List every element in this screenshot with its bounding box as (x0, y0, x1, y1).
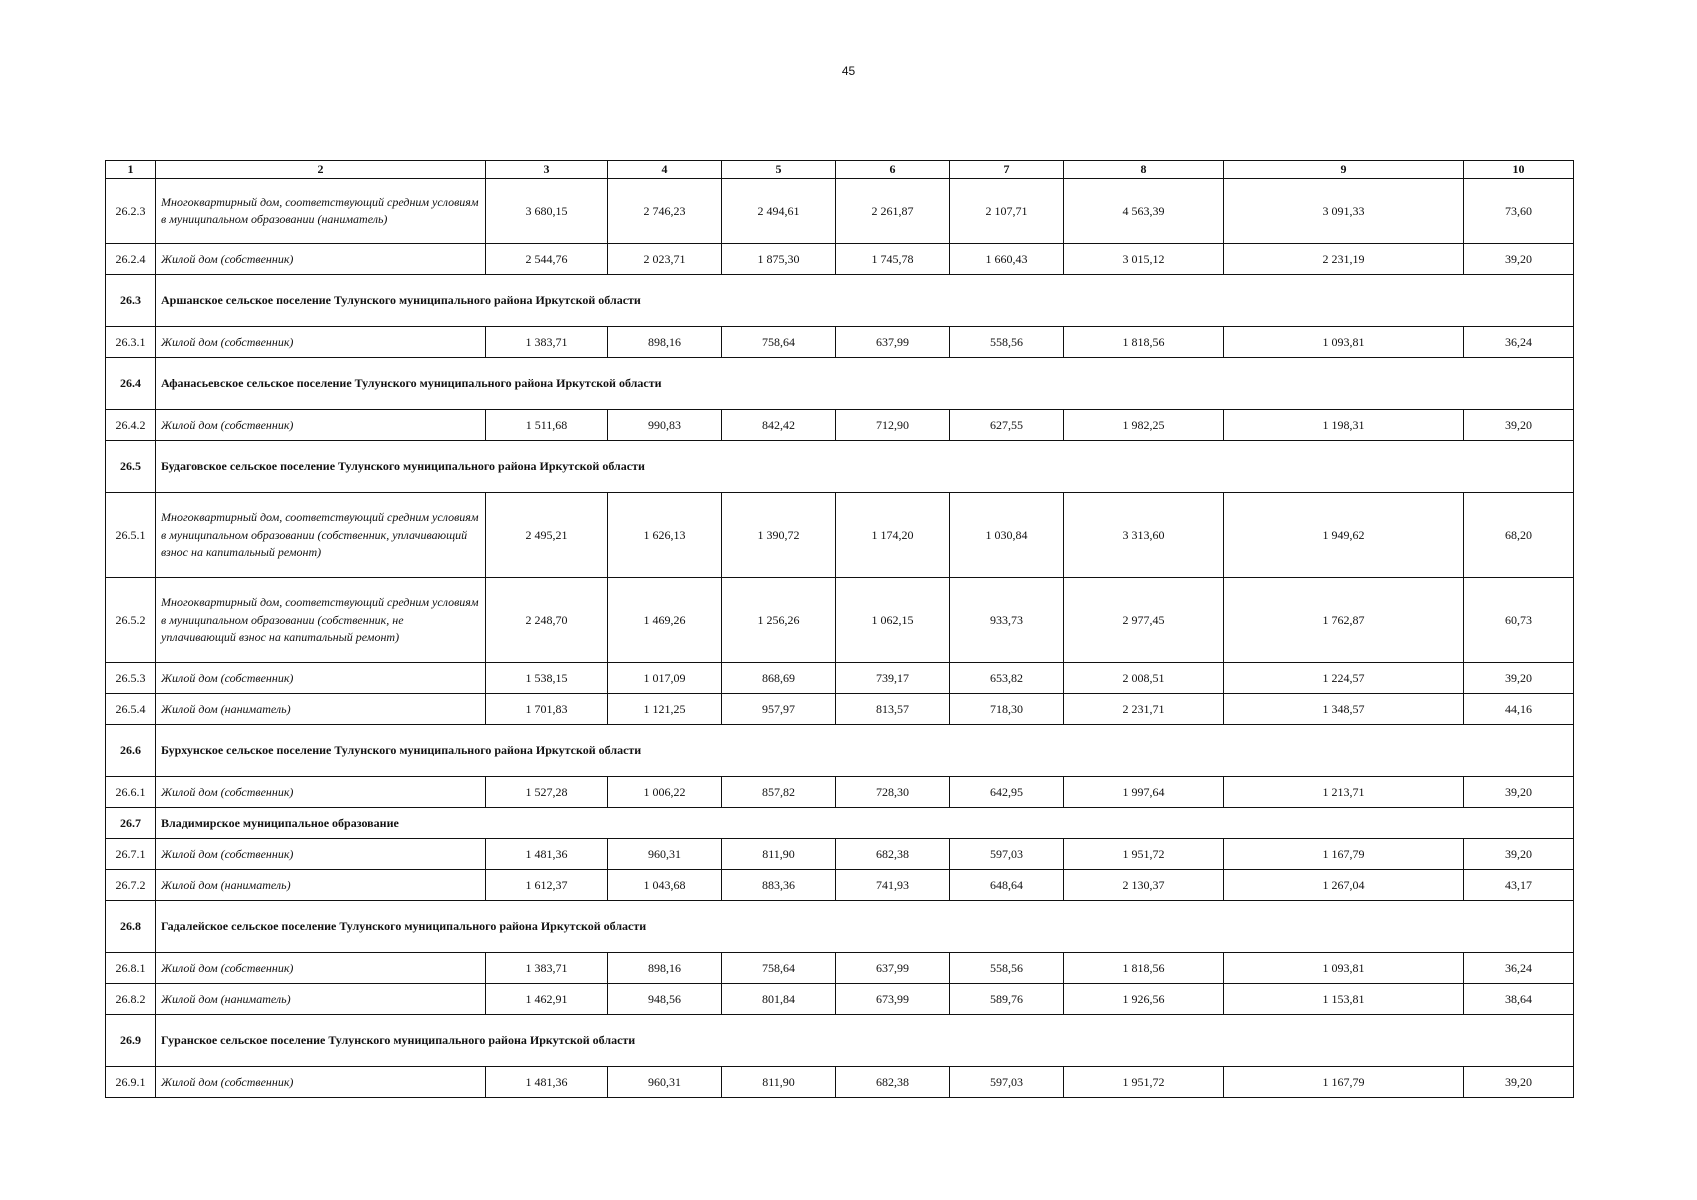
row-value: 1 949,62 (1224, 493, 1464, 578)
row-value: 4 563,39 (1064, 179, 1224, 244)
row-value: 1 174,20 (836, 493, 950, 578)
row-number: 26.6.1 (106, 777, 156, 808)
row-value: 1 951,72 (1064, 1067, 1224, 1098)
section-row (106, 808, 1574, 839)
table-row (106, 663, 1574, 694)
row-value: 2 107,71 (950, 179, 1064, 244)
row-value: 1 167,79 (1224, 839, 1464, 870)
row-value: 758,64 (722, 953, 836, 984)
row-value: 1 926,56 (1064, 984, 1224, 1015)
row-value: 1 745,78 (836, 244, 950, 275)
row-value: 1 481,36 (486, 839, 608, 870)
row-value: 1 390,72 (722, 493, 836, 578)
row-value: 2 023,71 (608, 244, 722, 275)
table-row (106, 984, 1574, 1015)
table-row (106, 327, 1574, 358)
row-value: 1 062,15 (836, 578, 950, 663)
row-value: 960,31 (608, 1067, 722, 1098)
row-value: 857,82 (722, 777, 836, 808)
row-number: 26.7.2 (106, 870, 156, 901)
row-value: 39,20 (1464, 663, 1574, 694)
row-number: 26.8.1 (106, 953, 156, 984)
table-row (106, 578, 1574, 663)
row-value: 1 348,57 (1224, 694, 1464, 725)
row-number: 26.2.3 (106, 179, 156, 244)
row-value: 1 951,72 (1064, 839, 1224, 870)
row-value: 1 267,04 (1224, 870, 1464, 901)
row-number: 26.5.4 (106, 694, 156, 725)
row-value: 39,20 (1464, 1067, 1574, 1098)
row-description: Жилой дом (собственник) (156, 327, 486, 358)
row-value: 3 015,12 (1064, 244, 1224, 275)
row-description: Многоквартирный дом, соответствующий средним условиям в муниципальном образовании (собственник, не уплачивающий взнос на капитальный ремонт) (156, 578, 486, 663)
row-value: 739,17 (836, 663, 950, 694)
row-value: 558,56 (950, 953, 1064, 984)
row-value: 673,99 (836, 984, 950, 1015)
row-value: 1 030,84 (950, 493, 1064, 578)
row-value: 1 256,26 (722, 578, 836, 663)
row-value: 1 198,31 (1224, 410, 1464, 441)
row-value: 1 383,71 (486, 953, 608, 984)
row-value: 801,84 (722, 984, 836, 1015)
row-value: 898,16 (608, 327, 722, 358)
row-value: 883,36 (722, 870, 836, 901)
row-value: 1 213,71 (1224, 777, 1464, 808)
table-row (106, 1067, 1574, 1098)
row-value: 38,64 (1464, 984, 1574, 1015)
row-description: Многоквартирный дом, соответствующий средним условиям в муниципальном образовании (собственник, уплачивающий взнос на капитальный ремонт) (156, 493, 486, 578)
row-number: 26.5.3 (106, 663, 156, 694)
row-value: 2 130,37 (1064, 870, 1224, 901)
column-number-header-row (106, 161, 1574, 179)
table-row (106, 777, 1574, 808)
row-value: 728,30 (836, 777, 950, 808)
column-header: 5 (722, 161, 836, 179)
row-value: 1 997,64 (1064, 777, 1224, 808)
row-value: 2 231,71 (1064, 694, 1224, 725)
row-value: 1 153,81 (1224, 984, 1464, 1015)
row-value: 2 494,61 (722, 179, 836, 244)
section-name: Владимирское муниципальное образование (156, 808, 1574, 839)
row-value: 1 093,81 (1224, 327, 1464, 358)
row-value: 1 762,87 (1224, 578, 1464, 663)
row-value: 1 527,28 (486, 777, 608, 808)
row-value: 1 511,68 (486, 410, 608, 441)
row-description: Многоквартирный дом, соответствующий средним условиям в муниципальном образовании (наниматель) (156, 179, 486, 244)
row-value: 1 167,79 (1224, 1067, 1464, 1098)
section-row (106, 358, 1574, 410)
row-value: 1 383,71 (486, 327, 608, 358)
section-number: 26.9 (106, 1015, 156, 1067)
row-value: 1 818,56 (1064, 953, 1224, 984)
row-number: 26.5.1 (106, 493, 156, 578)
row-value: 44,16 (1464, 694, 1574, 725)
row-value: 2 977,45 (1064, 578, 1224, 663)
row-value: 990,83 (608, 410, 722, 441)
row-value: 1 469,26 (608, 578, 722, 663)
section-row (106, 275, 1574, 327)
row-value: 957,97 (722, 694, 836, 725)
row-value: 712,90 (836, 410, 950, 441)
section-row (106, 441, 1574, 493)
row-value: 637,99 (836, 953, 950, 984)
row-value: 1 017,09 (608, 663, 722, 694)
table-row (106, 839, 1574, 870)
column-header: 4 (608, 161, 722, 179)
table-row (106, 493, 1574, 578)
row-value: 2 746,23 (608, 179, 722, 244)
row-number: 26.5.2 (106, 578, 156, 663)
section-name: Гадалейское сельское поселение Тулунского муниципального района Иркутской области (156, 901, 1574, 953)
row-value: 589,76 (950, 984, 1064, 1015)
row-value: 39,20 (1464, 244, 1574, 275)
row-description: Жилой дом (наниматель) (156, 984, 486, 1015)
row-value: 2 495,21 (486, 493, 608, 578)
section-name: Бурхунское сельское поселение Тулунского муниципального района Иркутской области (156, 725, 1574, 777)
row-value: 68,20 (1464, 493, 1574, 578)
row-value: 1 818,56 (1064, 327, 1224, 358)
row-value: 2 544,76 (486, 244, 608, 275)
section-name: Аршанское сельское поселение Тулунского муниципального района Иркутской области (156, 275, 1574, 327)
row-value: 1 006,22 (608, 777, 722, 808)
section-row (106, 1015, 1574, 1067)
row-value: 43,17 (1464, 870, 1574, 901)
row-number: 26.3.1 (106, 327, 156, 358)
row-description: Жилой дом (наниматель) (156, 870, 486, 901)
row-value: 1 660,43 (950, 244, 1064, 275)
row-value: 60,73 (1464, 578, 1574, 663)
row-value: 1 224,57 (1224, 663, 1464, 694)
row-description: Жилой дом (собственник) (156, 410, 486, 441)
row-value: 758,64 (722, 327, 836, 358)
row-description: Жилой дом (собственник) (156, 777, 486, 808)
table-row (106, 870, 1574, 901)
row-value: 842,42 (722, 410, 836, 441)
row-value: 2 248,70 (486, 578, 608, 663)
row-value: 2 261,87 (836, 179, 950, 244)
row-value: 39,20 (1464, 777, 1574, 808)
row-value: 653,82 (950, 663, 1064, 694)
section-number: 26.5 (106, 441, 156, 493)
row-value: 558,56 (950, 327, 1064, 358)
row-value: 2 008,51 (1064, 663, 1224, 694)
column-header: 3 (486, 161, 608, 179)
row-value: 1 093,81 (1224, 953, 1464, 984)
row-value: 648,64 (950, 870, 1064, 901)
row-value: 718,30 (950, 694, 1064, 725)
row-value: 36,24 (1464, 327, 1574, 358)
row-value: 642,95 (950, 777, 1064, 808)
row-value: 1 701,83 (486, 694, 608, 725)
row-value: 1 538,15 (486, 663, 608, 694)
section-number: 26.3 (106, 275, 156, 327)
row-value: 1 982,25 (1064, 410, 1224, 441)
section-name: Будаговское сельское поселение Тулунского муниципального района Иркутской области (156, 441, 1574, 493)
table-row (106, 244, 1574, 275)
table-row (106, 953, 1574, 984)
section-row (106, 725, 1574, 777)
row-value: 933,73 (950, 578, 1064, 663)
row-value: 3 313,60 (1064, 493, 1224, 578)
row-value: 39,20 (1464, 410, 1574, 441)
tariff-table (105, 160, 1574, 1098)
row-value: 868,69 (722, 663, 836, 694)
row-description: Жилой дом (собственник) (156, 839, 486, 870)
column-header: 1 (106, 161, 156, 179)
section-number: 26.6 (106, 725, 156, 777)
section-name: Афанасьевское сельское поселение Тулунского муниципального района Иркутской области (156, 358, 1574, 410)
section-name: Гуранское сельское поселение Тулунского муниципального района Иркутской области (156, 1015, 1574, 1067)
row-number: 26.2.4 (106, 244, 156, 275)
row-value: 1 612,37 (486, 870, 608, 901)
row-value: 682,38 (836, 839, 950, 870)
row-description: Жилой дом (собственник) (156, 953, 486, 984)
row-value: 627,55 (950, 410, 1064, 441)
row-number: 26.4.2 (106, 410, 156, 441)
section-number: 26.4 (106, 358, 156, 410)
column-header: 7 (950, 161, 1064, 179)
row-value: 1 481,36 (486, 1067, 608, 1098)
row-value: 2 231,19 (1224, 244, 1464, 275)
row-value: 597,03 (950, 1067, 1064, 1098)
row-value: 36,24 (1464, 953, 1574, 984)
table-row (106, 694, 1574, 725)
row-description: Жилой дом (собственник) (156, 1067, 486, 1098)
row-description: Жилой дом (собственник) (156, 244, 486, 275)
column-header: 10 (1464, 161, 1574, 179)
row-value: 682,38 (836, 1067, 950, 1098)
row-description: Жилой дом (собственник) (156, 663, 486, 694)
column-header: 2 (156, 161, 486, 179)
row-number: 26.7.1 (106, 839, 156, 870)
row-value: 811,90 (722, 1067, 836, 1098)
row-value: 813,57 (836, 694, 950, 725)
column-header: 6 (836, 161, 950, 179)
row-value: 811,90 (722, 839, 836, 870)
row-number: 26.8.2 (106, 984, 156, 1015)
table-row (106, 410, 1574, 441)
column-header: 8 (1064, 161, 1224, 179)
row-value: 960,31 (608, 839, 722, 870)
section-number: 26.7 (106, 808, 156, 839)
section-number: 26.8 (106, 901, 156, 953)
row-value: 1 121,25 (608, 694, 722, 725)
row-value: 741,93 (836, 870, 950, 901)
row-number: 26.9.1 (106, 1067, 156, 1098)
row-value: 1 626,13 (608, 493, 722, 578)
row-value: 39,20 (1464, 839, 1574, 870)
page-number: 45 (841, 64, 856, 78)
row-value: 637,99 (836, 327, 950, 358)
row-value: 1 462,91 (486, 984, 608, 1015)
section-row (106, 901, 1574, 953)
row-value: 898,16 (608, 953, 722, 984)
table-row (106, 179, 1574, 244)
row-value: 1 875,30 (722, 244, 836, 275)
row-value: 1 043,68 (608, 870, 722, 901)
column-header: 9 (1224, 161, 1464, 179)
row-value: 3 091,33 (1224, 179, 1464, 244)
row-value: 948,56 (608, 984, 722, 1015)
row-value: 3 680,15 (486, 179, 608, 244)
row-description: Жилой дом (наниматель) (156, 694, 486, 725)
row-value: 597,03 (950, 839, 1064, 870)
row-value: 73,60 (1464, 179, 1574, 244)
